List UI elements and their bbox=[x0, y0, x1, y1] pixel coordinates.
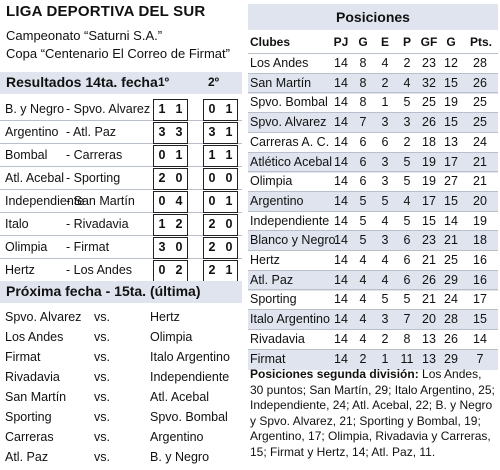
fixture-away-team: Argentino bbox=[150, 430, 204, 444]
score-digit: 2 bbox=[155, 170, 169, 186]
second-leg-label: 2º bbox=[208, 75, 220, 89]
standings-value: 6 bbox=[403, 253, 411, 267]
standings-value: 7 bbox=[359, 115, 367, 130]
score-digit: 0 bbox=[172, 239, 186, 255]
away-team: - Firmat bbox=[66, 240, 110, 254]
standings-value: 14 bbox=[334, 193, 348, 208]
standings-row bbox=[248, 309, 498, 330]
fixture-vs: vs. bbox=[94, 430, 110, 444]
score-digit: 0 bbox=[155, 193, 169, 209]
second-division-label: Posiciones segunda división: bbox=[250, 367, 419, 381]
standings-value: 20 bbox=[473, 193, 487, 208]
score-digit: 0 bbox=[222, 239, 236, 255]
away-team: - San Martín bbox=[66, 194, 135, 208]
standings-value: 1 bbox=[381, 351, 389, 366]
away-team: - Carreras bbox=[66, 148, 123, 162]
standings-col-header: GF bbox=[420, 35, 438, 49]
standings-value: 26 bbox=[422, 272, 436, 287]
fixture-row bbox=[0, 308, 242, 328]
standings-value: 14 bbox=[334, 56, 348, 70]
standings-value: 19 bbox=[422, 174, 436, 189]
fixture-vs: vs. bbox=[94, 390, 110, 404]
standings-value: 24 bbox=[473, 134, 487, 149]
score-digit: 2 bbox=[205, 262, 219, 278]
standings-value: 4 bbox=[381, 213, 389, 228]
standings-value: 3 bbox=[381, 312, 389, 327]
standings-value: 4 bbox=[359, 312, 367, 327]
standings-value: 23 bbox=[422, 56, 436, 70]
standings-value: 14 bbox=[473, 331, 487, 346]
score-digit: 2 bbox=[172, 262, 186, 278]
standings-value: 19 bbox=[473, 213, 487, 228]
standings-value: 15 bbox=[444, 193, 458, 208]
standings-value: 4 bbox=[359, 272, 367, 287]
standings-value: 5 bbox=[359, 213, 367, 228]
standings-value: 8 bbox=[359, 95, 367, 110]
home-team: Hertz bbox=[5, 263, 35, 277]
standings-value: 4 bbox=[403, 75, 411, 90]
standings-value: 17 bbox=[444, 154, 458, 169]
home-team: Bombal bbox=[5, 148, 48, 162]
score-digit: 3 bbox=[205, 124, 219, 140]
standings-value: 29 bbox=[444, 272, 458, 287]
left-column bbox=[0, 0, 242, 470]
standings-value: 7 bbox=[476, 351, 484, 366]
standings-col-header: P bbox=[402, 35, 411, 49]
result-row bbox=[0, 167, 242, 190]
standings-value: 8 bbox=[403, 331, 411, 346]
standings-value: 14 bbox=[334, 312, 348, 327]
standings-value: 23 bbox=[422, 233, 436, 248]
standings-value: 14 bbox=[334, 174, 348, 189]
standings-value: 6 bbox=[359, 154, 367, 169]
standings-value: 5 bbox=[381, 193, 389, 208]
standings-value: 13 bbox=[422, 331, 436, 346]
standings-value: 21 bbox=[473, 154, 487, 169]
standings-col-header: PJ bbox=[333, 35, 349, 49]
standings-col-header: G bbox=[446, 35, 456, 49]
home-team: B. y Negro bbox=[5, 102, 65, 116]
second-division-text: Los Andes, 30 puntos; San Martín, 29; Italo Argentino, 25; Independiente, 24; Atl. Acebal, 22; B. y Negro y Spvo. Alvarez, 21; Sporting y Bombal, 19; Argentino, 17; Olimpia, Rivadavia y Carreras, 15; Firmat y Hertz, 14; Atl. Paz, 11. bbox=[250, 367, 495, 459]
standings-value: 13 bbox=[422, 351, 436, 366]
fixture-away-team: Atl. Acebal bbox=[150, 390, 210, 404]
fixture-vs: vs. bbox=[94, 330, 110, 344]
standings-value: 14 bbox=[334, 272, 348, 287]
first-leg-label: 1º bbox=[158, 75, 170, 89]
fixture-home-team: Sporting bbox=[5, 410, 52, 424]
standings-value: 3 bbox=[381, 115, 389, 130]
fixture-away-team: Independiente bbox=[150, 370, 230, 384]
standings-value: 14 bbox=[334, 154, 348, 169]
standings-column-headers bbox=[248, 32, 498, 52]
fixture-vs: vs. bbox=[94, 370, 110, 384]
standings-value: 4 bbox=[403, 193, 411, 208]
standings-value: 27 bbox=[444, 174, 458, 189]
fixture-row bbox=[0, 368, 242, 388]
standings-value: 32 bbox=[422, 75, 436, 90]
second-division-standings bbox=[250, 367, 496, 460]
standings-value: 5 bbox=[359, 193, 367, 208]
standings-row bbox=[248, 270, 498, 291]
standings-row bbox=[248, 53, 498, 74]
standings-value: 5 bbox=[403, 292, 411, 307]
results-title: Resultados 14ta. fecha bbox=[6, 74, 158, 90]
score-digit: 1 bbox=[222, 193, 236, 209]
standings-value: 14 bbox=[334, 351, 348, 366]
result-row bbox=[0, 259, 242, 282]
standings-value: 4 bbox=[381, 253, 389, 267]
score-digit: 0 bbox=[205, 193, 219, 209]
score-digit: 0 bbox=[205, 170, 219, 186]
score-digit: 1 bbox=[172, 101, 186, 117]
standings-value: 8 bbox=[359, 75, 367, 90]
standings-value: 24 bbox=[444, 292, 458, 307]
home-team: Olimpia bbox=[5, 240, 48, 254]
score-digit: 1 bbox=[155, 216, 169, 232]
standings-value: 6 bbox=[403, 233, 411, 248]
club-name: Spvo. Bombal bbox=[250, 95, 328, 110]
standings-value: 14 bbox=[334, 134, 348, 149]
standings-value: 21 bbox=[422, 292, 436, 307]
fixture-vs: vs. bbox=[94, 310, 110, 324]
fixture-home-team: Los Andes bbox=[5, 330, 64, 344]
fixture-row bbox=[0, 408, 242, 428]
standings-value: 18 bbox=[422, 134, 436, 149]
fixture-row bbox=[0, 388, 242, 408]
club-name: Carreras A. C. bbox=[250, 134, 330, 149]
standings-value: 5 bbox=[403, 154, 411, 169]
score-digit: 3 bbox=[155, 124, 169, 140]
standings-header bbox=[248, 4, 498, 30]
standings-value: 6 bbox=[359, 174, 367, 189]
standings-value: 4 bbox=[359, 253, 367, 267]
standings-value: 2 bbox=[381, 331, 389, 346]
standings-row bbox=[248, 289, 498, 310]
standings-value: 17 bbox=[422, 193, 436, 208]
standings-value: 14 bbox=[334, 95, 348, 110]
score-digit: 1 bbox=[222, 147, 236, 163]
score-digit: 0 bbox=[155, 262, 169, 278]
standings-value: 4 bbox=[381, 272, 389, 287]
standings-value: 2 bbox=[381, 75, 389, 90]
standings-value: 12 bbox=[444, 56, 458, 70]
score-digit: 0 bbox=[222, 170, 236, 186]
fixture-away-team: Spvo. Bombal bbox=[150, 410, 228, 424]
club-name: Rivadavia bbox=[250, 331, 305, 346]
club-name: Spvo. Alvarez bbox=[250, 115, 327, 130]
fixture-vs: vs. bbox=[94, 410, 110, 424]
club-name: Argentino bbox=[250, 193, 304, 208]
fixture-vs: vs. bbox=[94, 350, 110, 364]
score-digit: 3 bbox=[172, 124, 186, 140]
away-team: - Atl. Paz bbox=[66, 125, 117, 139]
score-digit: 3 bbox=[155, 239, 169, 255]
standings-value: 29 bbox=[444, 351, 458, 366]
standings-value: 5 bbox=[403, 95, 411, 110]
standings-value: 2 bbox=[403, 134, 411, 149]
standings-value: 5 bbox=[359, 233, 367, 248]
standings-value: 26 bbox=[473, 75, 487, 90]
standings-value: 6 bbox=[403, 272, 411, 287]
club-name: Atlético Acebal bbox=[250, 154, 332, 169]
score-digit: 2 bbox=[205, 239, 219, 255]
score-digit: 0 bbox=[205, 101, 219, 117]
standings-col-header: G bbox=[358, 35, 368, 49]
standings-row bbox=[248, 92, 498, 113]
standings-value: 2 bbox=[359, 351, 367, 366]
score-digit: 4 bbox=[172, 193, 186, 209]
home-team: Atl. Acebal bbox=[5, 171, 65, 185]
standings-value: 4 bbox=[359, 292, 367, 307]
club-name: Atl. Paz bbox=[250, 272, 294, 287]
standings-col-header: E bbox=[380, 35, 389, 49]
championship-subtitle: Campeonato “Saturni S.A.” bbox=[6, 28, 163, 43]
standings-value: 19 bbox=[444, 95, 458, 110]
standings-value: 11 bbox=[400, 351, 414, 366]
club-name: Firmat bbox=[250, 351, 286, 366]
standings-value: 28 bbox=[444, 312, 458, 327]
standings-value: 14 bbox=[334, 253, 348, 267]
club-name: Blanco y Negro bbox=[250, 233, 336, 248]
standings-row bbox=[248, 132, 498, 153]
standings-value: 13 bbox=[444, 134, 458, 149]
standings-row bbox=[248, 211, 498, 232]
standings-value: 15 bbox=[444, 75, 458, 90]
fixture-away-team: Hertz bbox=[150, 310, 180, 324]
fixture-row bbox=[0, 448, 242, 468]
standings-value: 14 bbox=[334, 213, 348, 228]
score-digit: 0 bbox=[222, 216, 236, 232]
next-round-title: Próxima fecha - 15ta. (última) bbox=[6, 283, 201, 299]
standings-value: 16 bbox=[473, 253, 487, 267]
standings-value: 7 bbox=[403, 312, 411, 327]
score-digit: 0 bbox=[172, 170, 186, 186]
standings-value: 28 bbox=[473, 56, 487, 70]
standings-value: 3 bbox=[381, 233, 389, 248]
standings-value: 15 bbox=[422, 213, 436, 228]
standings-value: 21 bbox=[422, 253, 436, 267]
standings-value: 15 bbox=[473, 312, 487, 327]
standings-row bbox=[248, 112, 498, 133]
score-digit: 2 bbox=[205, 216, 219, 232]
results-header bbox=[0, 72, 242, 94]
fixture-home-team: Firmat bbox=[5, 350, 41, 364]
fixture-row bbox=[0, 428, 242, 448]
right-column bbox=[248, 4, 498, 466]
standings-value: 25 bbox=[473, 95, 487, 110]
standings-value: 21 bbox=[473, 174, 487, 189]
result-row bbox=[0, 236, 242, 259]
away-team: - Spvo. Alvarez bbox=[66, 102, 151, 116]
standings-title: Posiciones bbox=[336, 9, 410, 25]
standings-row bbox=[248, 191, 498, 212]
fixture-home-team: Rivadavia bbox=[5, 370, 60, 384]
standings-value: 3 bbox=[403, 115, 411, 130]
standings-value: 26 bbox=[444, 331, 458, 346]
standings-value: 14 bbox=[334, 75, 348, 90]
result-row bbox=[0, 190, 242, 213]
standings-row bbox=[248, 171, 498, 192]
cup-subtitle: Copa “Centenario El Correo de Firmat” bbox=[6, 46, 230, 61]
home-team: Italo bbox=[5, 217, 29, 231]
standings-value: 14 bbox=[334, 292, 348, 307]
result-row bbox=[0, 144, 242, 167]
standings-col-header: Clubes bbox=[250, 35, 291, 49]
standings-value: 19 bbox=[422, 154, 436, 169]
fixture-home-team: San Martín bbox=[5, 390, 67, 404]
result-row bbox=[0, 98, 242, 121]
standings-value: 14 bbox=[444, 213, 458, 228]
standings-value: 6 bbox=[359, 134, 367, 149]
standings-value: 25 bbox=[473, 115, 487, 130]
fixture-row bbox=[0, 328, 242, 348]
result-row bbox=[0, 213, 242, 236]
standings-value: 3 bbox=[381, 154, 389, 169]
standings-value: 26 bbox=[422, 115, 436, 130]
standings-value: 2 bbox=[403, 56, 411, 70]
club-name: Olimpia bbox=[250, 174, 293, 189]
standings-value: 5 bbox=[403, 213, 411, 228]
standings-value: 21 bbox=[444, 233, 458, 248]
fixture-home-team: Spvo. Alvarez bbox=[5, 310, 82, 324]
away-team: - Los Andes bbox=[66, 263, 133, 277]
fixture-away-team: Italo Argentino bbox=[150, 350, 230, 364]
standings-row bbox=[248, 250, 498, 271]
result-row bbox=[0, 121, 242, 144]
club-name: Los Andes bbox=[250, 56, 309, 70]
score-digit: 0 bbox=[155, 147, 169, 163]
standings-row bbox=[248, 152, 498, 173]
score-digit: 1 bbox=[222, 101, 236, 117]
standings-value: 6 bbox=[381, 134, 389, 149]
fixture-home-team: Atl. Paz bbox=[5, 450, 49, 464]
standings-value: 20 bbox=[422, 312, 436, 327]
standings-row bbox=[248, 73, 498, 94]
standings-value: 5 bbox=[381, 292, 389, 307]
home-team: Independiente bbox=[5, 194, 85, 208]
standings-value: 17 bbox=[473, 292, 487, 307]
club-name: Italo Argentino bbox=[250, 312, 330, 327]
club-name: Independiente bbox=[250, 213, 330, 228]
next-round-header bbox=[0, 281, 242, 303]
standings-value: 14 bbox=[334, 233, 348, 248]
standings-value: 4 bbox=[381, 56, 389, 70]
score-digit: 1 bbox=[155, 101, 169, 117]
standings-row bbox=[248, 329, 498, 350]
score-digit: 1 bbox=[172, 147, 186, 163]
fixture-away-team: Olimpia bbox=[150, 330, 193, 344]
score-digit: 1 bbox=[205, 147, 219, 163]
fixture-home-team: Carreras bbox=[5, 430, 54, 444]
score-digit: 2 bbox=[172, 216, 186, 232]
standings-value: 4 bbox=[359, 331, 367, 346]
standings-value: 8 bbox=[359, 56, 367, 70]
club-name: Hertz bbox=[250, 253, 280, 267]
club-name: Sporting bbox=[250, 292, 297, 307]
standings-row bbox=[248, 230, 498, 251]
standings-value: 25 bbox=[422, 95, 436, 110]
standings-value: 5 bbox=[403, 174, 411, 189]
standings-value: 3 bbox=[381, 174, 389, 189]
standings-col-header: Pts. bbox=[469, 35, 492, 49]
league-title: LIGA DEPORTIVA DEL SUR bbox=[6, 3, 206, 20]
standings-value: 16 bbox=[473, 272, 487, 287]
away-team: - Rivadavia bbox=[66, 217, 129, 231]
standings-value: 25 bbox=[444, 253, 458, 267]
standings-value: 18 bbox=[473, 233, 487, 248]
score-digit: 1 bbox=[222, 262, 236, 278]
standings-value: 14 bbox=[334, 115, 348, 130]
standings-value: 1 bbox=[381, 95, 389, 110]
home-team: Argentino bbox=[5, 125, 59, 139]
score-digit: 1 bbox=[222, 124, 236, 140]
standings-value: 15 bbox=[444, 115, 458, 130]
fixture-row bbox=[0, 348, 242, 368]
standings-value: 14 bbox=[334, 331, 348, 346]
away-team: - Sporting bbox=[66, 171, 121, 185]
fixture-vs: vs. bbox=[94, 450, 110, 464]
club-name: San Martín bbox=[250, 75, 312, 90]
fixture-away-team: B. y Negro bbox=[150, 450, 210, 464]
